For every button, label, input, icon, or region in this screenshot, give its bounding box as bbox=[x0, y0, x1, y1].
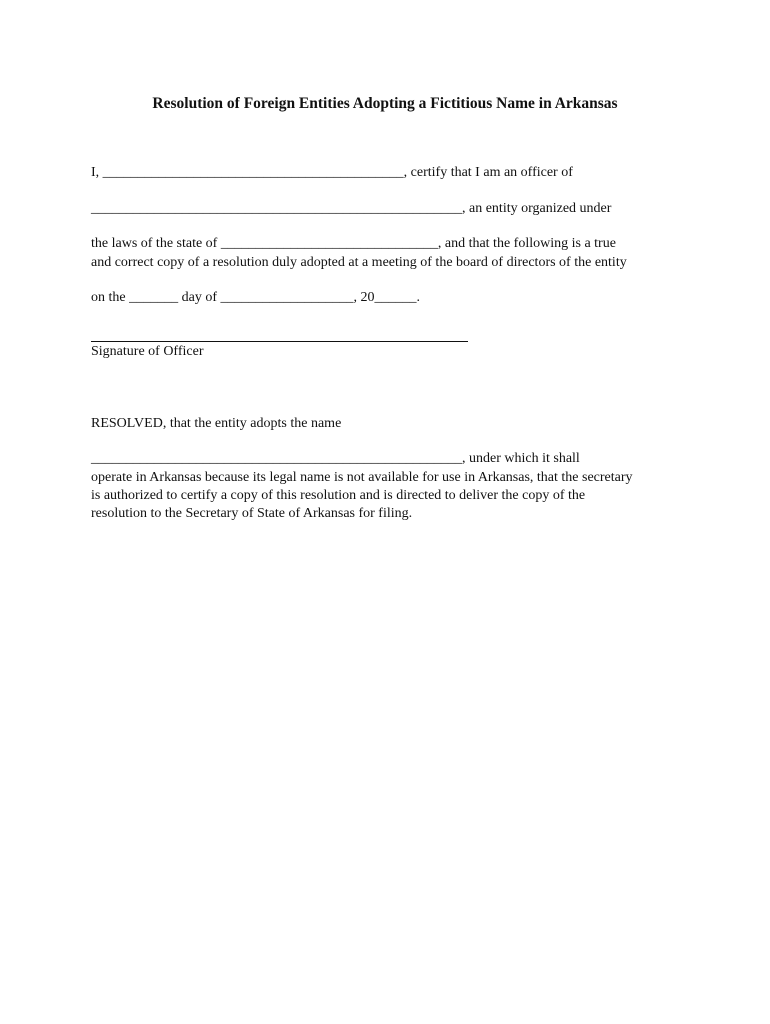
copy-statement-line: and correct copy of a resolution duly adopted at a meeting of the board of directors of the entity bbox=[91, 255, 627, 270]
signature-label: Signature of Officer bbox=[91, 344, 204, 359]
fictitious-name-line: _____________________________________________________, under which it shall bbox=[91, 451, 580, 466]
resolved-line: RESOLVED, that the entity adopts the name bbox=[91, 416, 342, 431]
officer-name-line: I, ___________________________________________, certify that I am an officer of bbox=[91, 165, 573, 180]
date-line: on the _______ day of ___________________, 20______. bbox=[91, 290, 420, 305]
entity-name-line: _____________________________________________________, an entity organized under bbox=[91, 201, 612, 216]
resolution-body-line-3: resolution to the Secretary of State of Arkansas for filing. bbox=[91, 506, 413, 521]
state-line: the laws of the state of _______________________________, and that the following is a true bbox=[91, 236, 616, 251]
resolution-body-line-1: operate in Arkansas because its legal name is not available for use in Arkansas, that the secretary bbox=[91, 470, 633, 485]
signature-rule bbox=[91, 341, 468, 342]
document-title: Resolution of Foreign Entities Adopting a Fictitious Name in Arkansas bbox=[152, 95, 618, 112]
resolution-body-line-2: is authorized to certify a copy of this resolution and is directed to deliver the copy of the bbox=[91, 488, 586, 503]
